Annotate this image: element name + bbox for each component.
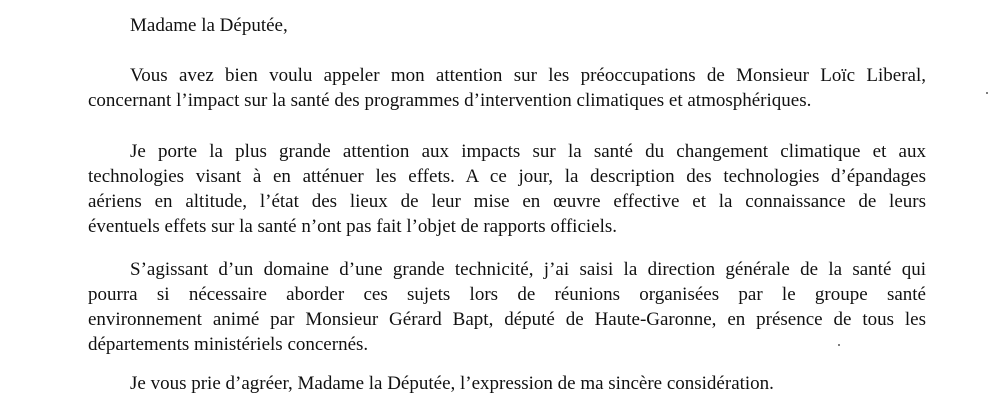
paragraph-1 bbox=[88, 63, 926, 113]
paragraph-3 bbox=[88, 257, 926, 357]
scan-speck bbox=[838, 344, 840, 346]
paragraph-line: aériens en altitude, l’état des lieux de leur mise en œuvre effective et la connaissance de leurs bbox=[88, 191, 926, 212]
salutation: Madame la Députée, bbox=[130, 15, 288, 36]
paragraph-line: environnement animé par Monsieur Gérard Bapt, député de Haute-Garonne, en présence de tous les bbox=[88, 309, 926, 330]
paragraph-line: Je porte la plus grande attention aux impacts sur la santé du changement climatique et aux bbox=[130, 141, 926, 162]
paragraph-line: éventuels effets sur la santé n’ont pas fait l’objet de rapports officiels. bbox=[88, 216, 618, 237]
paragraph-2 bbox=[88, 139, 926, 239]
paragraph-line: concernant l’impact sur la santé des programmes d’intervention climatiques et atmosphériques. bbox=[88, 90, 812, 111]
paragraph-line: pourra si nécessaire aborder ces sujets lors de réunions organisées par le groupe santé bbox=[88, 284, 926, 305]
paragraph-line: S’agissant d’un domaine d’une grande technicité, j’ai saisi la direction générale de la santé qui bbox=[130, 259, 926, 280]
paragraph-line: départements ministériels concernés. bbox=[88, 334, 369, 355]
scan-speck bbox=[986, 92, 988, 94]
closing-line: Je vous prie d’agréer, Madame la Députée, l’expression de ma sincère considération. bbox=[130, 373, 774, 394]
paragraph-line: technologies visant à en atténuer les effets. A ce jour, la description des technologies d’épandages bbox=[88, 166, 926, 187]
paragraph-line: Vous avez bien voulu appeler mon attention sur les préoccupations de Monsieur Loïc Liberal, bbox=[130, 65, 926, 86]
